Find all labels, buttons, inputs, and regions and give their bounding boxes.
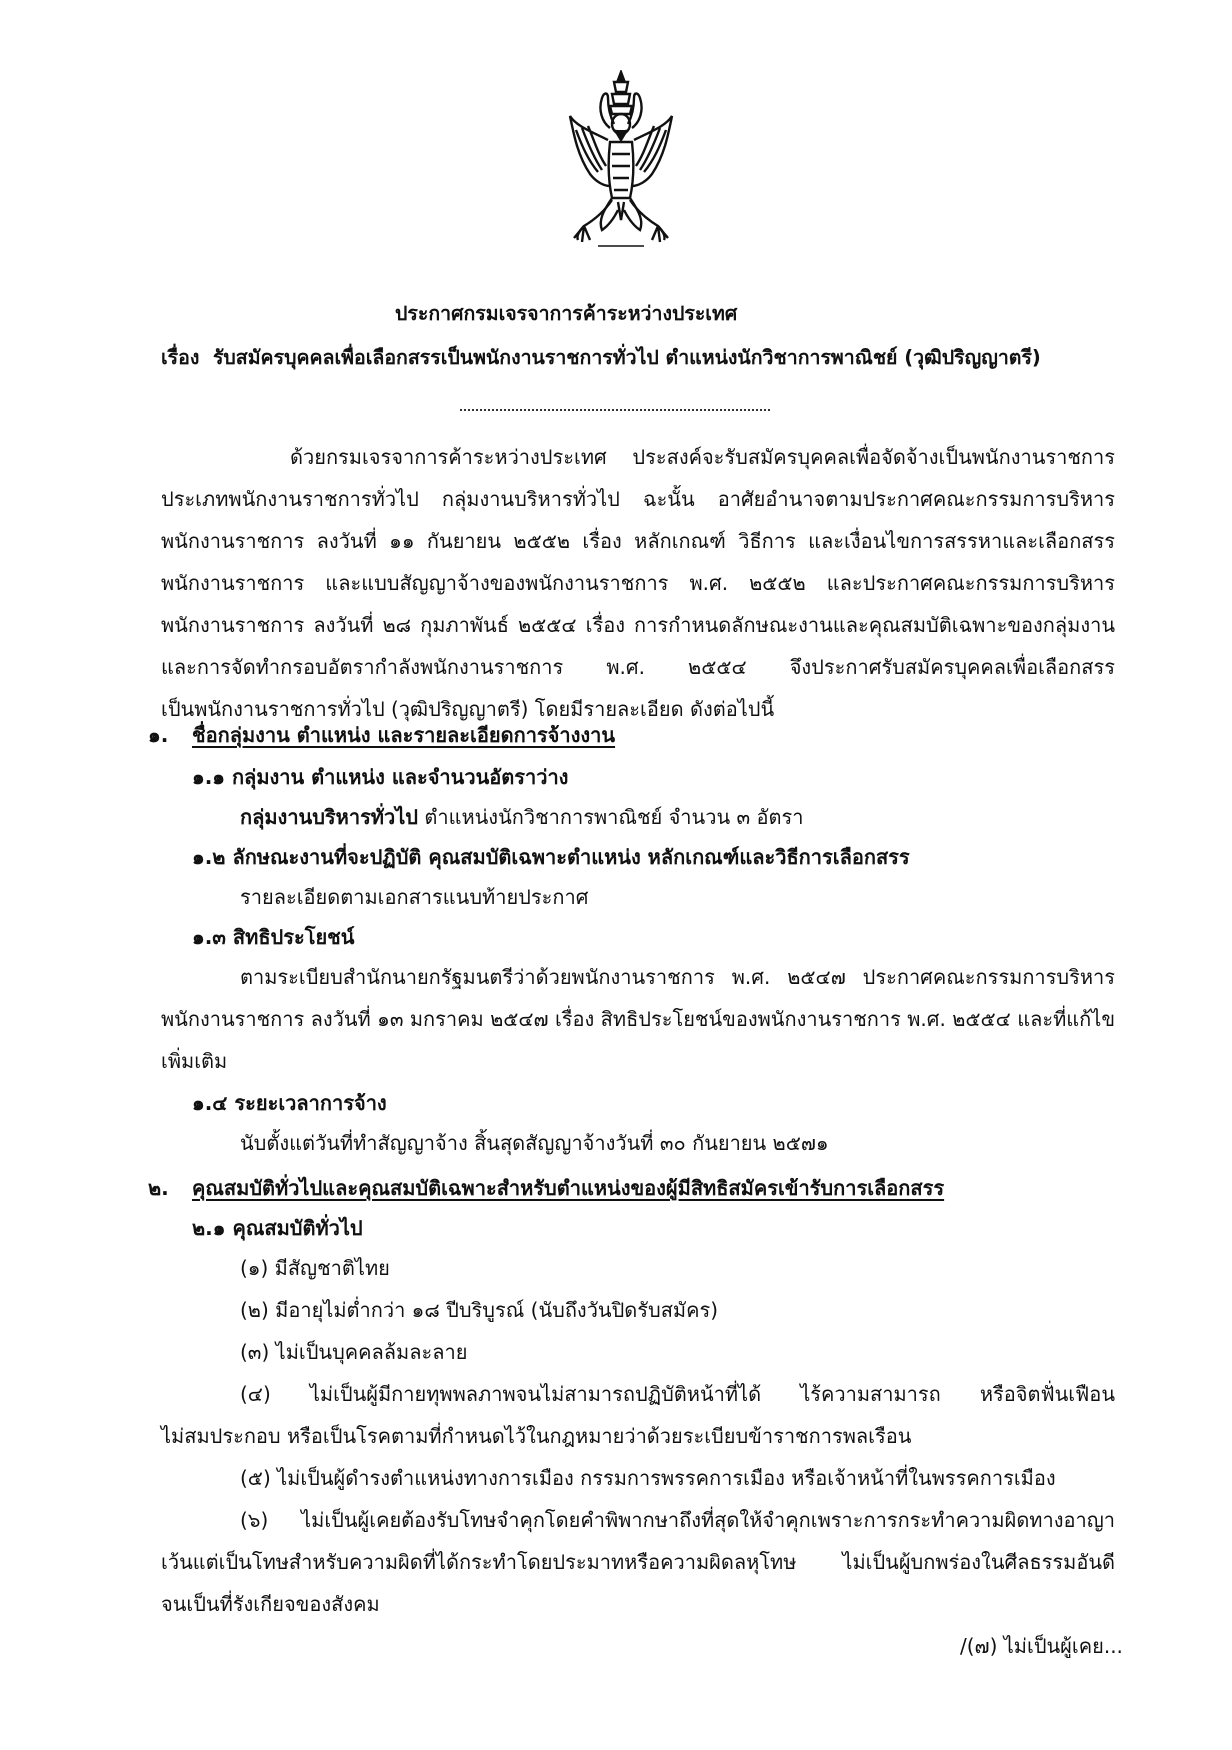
intro-line: พนักงานราชการ และแบบสัญญาจ้างของพนักงานราชการ พ.ศ. ๒๕๕๒ และประกาศคณะกรรมการบริหาร [161,571,1115,595]
section-number: ๒. [148,1176,169,1200]
intro-line: พนักงานราชการ ลงวันที่ ๒๘ กุมภาพันธ์ ๒๕๕๔ เรื่อง การกำหนดลักษณะงานและคุณสมบัติเฉพาะของกลุ่มงาน [161,613,1115,637]
title-divider [460,409,770,411]
body-text: ตามระเบียบสำนักนายกรัฐมนตรีว่าด้วยพนักงานราชการ พ.ศ. ๒๕๔๗ ประกาศคณะกรรมการบริหาร [240,965,1115,989]
intro-line: เป็นพนักงานราชการทั่วไป (วุฒิปริญญาตรี) โดยมีรายละเอียด ดังต่อไปนี้ [161,697,775,721]
intro-line: ด้วยกรมเจรจาการค้าระหว่างประเทศ ประสงค์จะรับสมัครบุคคลเพื่อจัดจ้างเป็นพนักงานราชการ [290,445,1115,469]
subject-text: รับสมัครบุคคลเพื่อเลือกสรรเป็นพนักงานราชการทั่วไป ตำแหน่งนักวิชาการพาณิชย์ (วุฒิปริญญาตรี) [212,346,1041,369]
list-item: (๑) มีสัญชาติไทย [240,1256,390,1280]
section-number: ๑. [148,723,169,747]
subject-label: เรื่อง [161,346,200,369]
subsection-heading: ๑.๒ ลักษณะงานที่จะปฏิบัติ คุณสมบัติเฉพาะตำแหน่ง หลักเกณฑ์และวิธีการเลือกสรร [192,845,910,869]
position-detail [240,803,803,831]
list-item-continuation: ไม่สมประกอบ หรือเป็นโรคตามที่กำหนดไว้ในกฎหมายว่าด้วยระเบียบข้าราชการพลเรือน [161,1424,912,1448]
section-heading: ชื่อกลุ่มงาน ตำแหน่ง และรายละเอียดการจ้างงาน [192,723,616,747]
list-item-continuation: เว้นแต่เป็นโทษสำหรับความผิดที่ได้กระทำโดยประมาทหรือความผิดลหุโทษ ไม่เป็นผู้บกพร่องในศีลธรรมอันดี [161,1550,1115,1574]
body-text: นับตั้งแต่วันที่ทำสัญญาจ้าง สิ้นสุดสัญญาจ้างวันที่ ๓๐ กันยายน ๒๕๗๑ [240,1131,829,1155]
document-subject [161,344,1041,372]
body-text: พนักงานราชการ ลงวันที่ ๑๓ มกราคม ๒๕๔๗ เรื่อง สิทธิประโยชน์ของพนักงานราชการ พ.ศ. ๒๕๕๔ และที่แก้ไข [161,1007,1115,1031]
body-text: เพิ่มเติม [161,1049,228,1073]
list-item: (๖) ไม่เป็นผู้เคยต้องรับโทษจำคุกโดยคำพิพากษาถึงที่สุดให้จำคุกเพราะการกระทำความผิดทางอาญา [240,1508,1115,1532]
body-text: รายละเอียดตามเอกสารแนบท้ายประกาศ [240,885,589,909]
subsection-heading: ๑.๔ ระยะเวลาการจ้าง [192,1091,387,1115]
document-title: ประกาศกรมเจรจาการค้าระหว่างประเทศ [395,302,738,325]
garuda-emblem-icon [568,70,674,256]
section-heading: คุณสมบัติทั่วไปและคุณสมบัติเฉพาะสำหรับตำแหน่งของผู้มีสิทธิสมัครเข้ารับการเลือกสรร [192,1176,945,1200]
list-item: (๓) ไม่เป็นบุคคลล้มละลาย [240,1340,468,1364]
intro-line: พนักงานราชการ ลงวันที่ ๑๑ กันยายน ๒๕๕๒ เรื่อง หลักเกณฑ์ วิธีการ และเงื่อนไขการสรรหาและเลือกสรร [161,529,1115,553]
list-item-continuation: จนเป็นที่รังเกียจของสังคม [161,1592,380,1616]
list-item: (๕) ไม่เป็นผู้ดำรงตำแหน่งทางการเมือง กรรมการพรรคการเมือง หรือเจ้าหน้าที่ในพรรคการเมือง [240,1466,1056,1490]
intro-line: ประเภทพนักงานราชการทั่วไป กลุ่มงานบริหารทั่วไป ฉะนั้น อาศัยอำนาจตามประกาศคณะกรรมการบริหาร [161,487,1115,511]
subsection-heading: ๑.๑ กลุ่มงาน ตำแหน่ง และจำนวนอัตราว่าง [192,765,569,789]
position-count: ตำแหน่งนักวิชาการพาณิชย์ จำนวน ๓ อัตรา [424,805,804,829]
intro-line: และการจัดทำกรอบอัตรากำลังพนักงานราชการ พ.ศ. ๒๕๕๔ จึงประกาศรับสมัครบุคคลเพื่อเลือกสรร [161,655,1115,679]
list-item: (๔) ไม่เป็นผู้มีกายทุพพลภาพจนไม่สามารถปฏิบัติหน้าที่ได้ ไร้ความสามารถ หรือจิตฟั่นเฟือน [240,1382,1115,1406]
subsection-heading: ๒.๑ คุณสมบัติทั่วไป [192,1216,363,1240]
job-group-name: กลุ่มงานบริหารทั่วไป [240,805,418,829]
list-item: (๒) มีอายุไม่ต่ำกว่า ๑๘ ปีบริบูรณ์ (นับถึงวันปิดรับสมัคร) [240,1298,719,1322]
subsection-heading: ๑.๓ สิทธิประโยชน์ [192,925,355,949]
page-continuation: /(๗) ไม่เป็นผู้เคย... [960,1634,1123,1658]
